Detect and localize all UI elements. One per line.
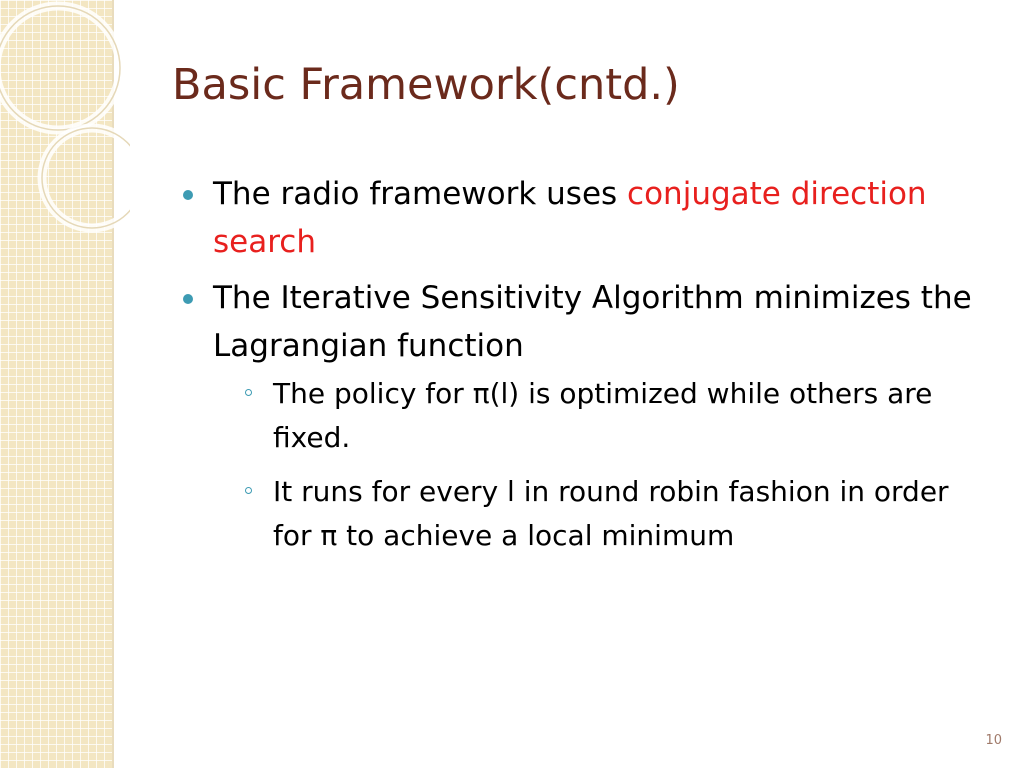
sub-bullet-text: It runs for every l in round robin fashion in order for π to achieve a local minimum [273,475,949,552]
bullet-item [183,274,973,558]
emphasized-text: conjugate direction search [213,176,927,260]
sub-bullet-item [243,470,973,558]
sub-bullet-item [243,372,973,460]
bullet-text: The Iterative Sensitivity Algorithm minimizes the Lagrangian function [213,280,972,364]
slide-title: Basic Framework(cntd.) [172,60,680,110]
decorative-rings [0,0,130,260]
bullet-ring-icon [245,389,252,396]
sub-bullet-text: The policy for π(l) is optimized while others are fixed. [273,377,933,454]
bullet-text: The radio framework uses [213,176,628,212]
bullet-ring-icon [245,487,252,494]
sub-bullet-list [213,372,973,558]
bullet-item [183,170,973,266]
page-number: 10 [985,733,1002,748]
bullet-dot-icon [183,294,193,304]
bullet-dot-icon [183,190,193,200]
slide-content [183,170,973,568]
